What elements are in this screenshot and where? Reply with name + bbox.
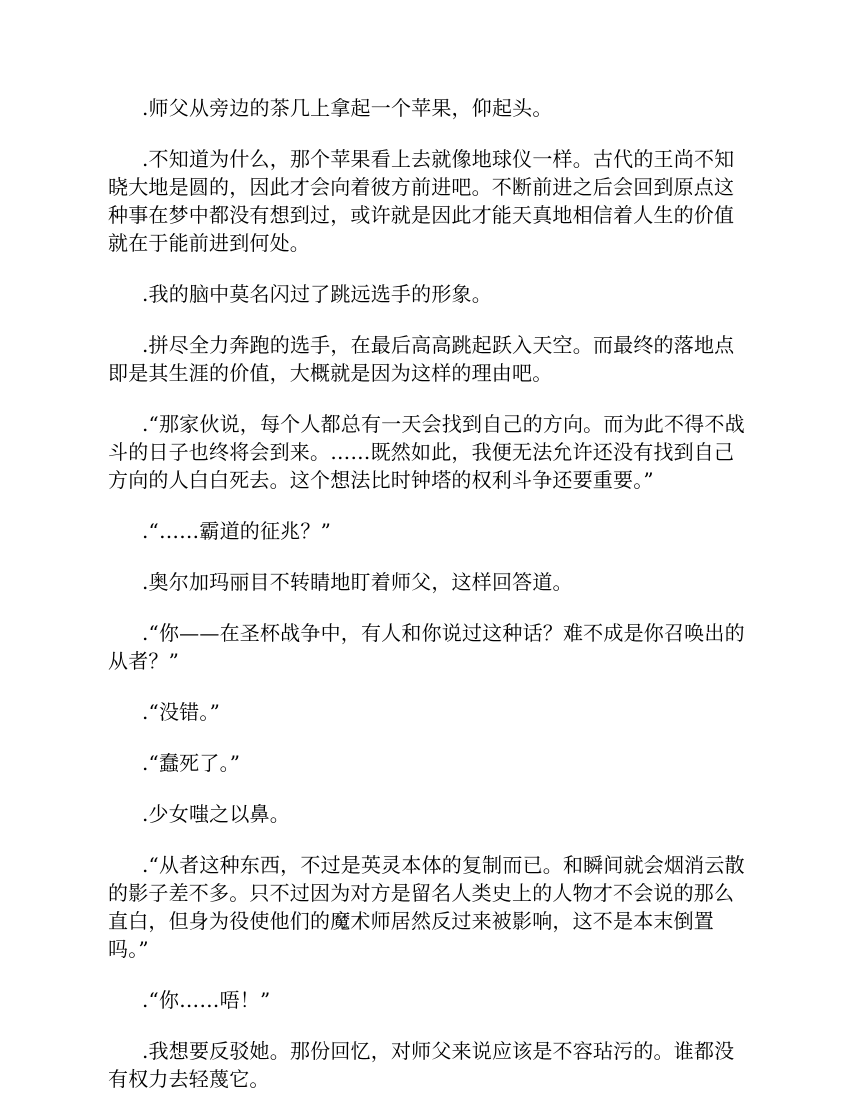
paragraph: .“从者这种东西，不过是英灵本体的复制而已。和瞬间就会烟消云散的影子差不多。只不过因为对方是留名人类史上的人物才不会说的那么直白，但身为役使他们的魔术师居然反过来被影响，这不是本末倒置吗。” — [108, 853, 745, 961]
document-body — [108, 94, 748, 1116]
paragraph: .我想要反驳她。那份回忆，对师父来说应该是不容玷污的。谁都没有权力去轻蔑它。 — [108, 1039, 735, 1091]
paragraph: .“那家伙说，每个人都总有一天会找到自己的方向。而为此不得不战斗的日子也终将会到来。……既然如此，我便无法允许还没有找到自己方向的人白白死去。这个想法比时钟塔的权利斗争还要重要。” — [108, 412, 745, 492]
paragraph: .“蠢死了。” — [142, 751, 241, 775]
paragraph: .奥尔加玛丽目不转睛地盯着师父，这样回答道。 — [142, 570, 573, 594]
paragraph: .拼尽全力奔跑的选手，在最后高高跳起跃入天空。而最终的落地点即是其生涯的价值，大概就是因为这样的理由吧。 — [108, 333, 735, 385]
paragraph: .少女嗤之以鼻。 — [142, 802, 290, 826]
paragraph: .“没错。” — [142, 700, 221, 724]
paragraph: .“你——在圣杯战争中，有人和你说过这种话？难不成是你召唤出的从者？” — [108, 621, 745, 673]
paragraph: .“你……唔！” — [142, 988, 271, 1012]
paragraph: .不知道为什么，那个苹果看上去就像地球仪一样。古代的王尚不知晓大地是圆的，因此才会向着彼方前进吧。不断前进之后会回到原点这种事在梦中都没有想到过，或许就是因此才能天真地相信着人生的价值就在于能前进到何处。 — [108, 147, 735, 255]
paragraph: .“……霸道的征兆？” — [142, 519, 332, 543]
paragraph: .师父从旁边的茶几上拿起一个苹果，仰起头。 — [142, 96, 553, 120]
paragraph: .我的脑中莫名闪过了跳远选手的形象。 — [142, 282, 492, 306]
